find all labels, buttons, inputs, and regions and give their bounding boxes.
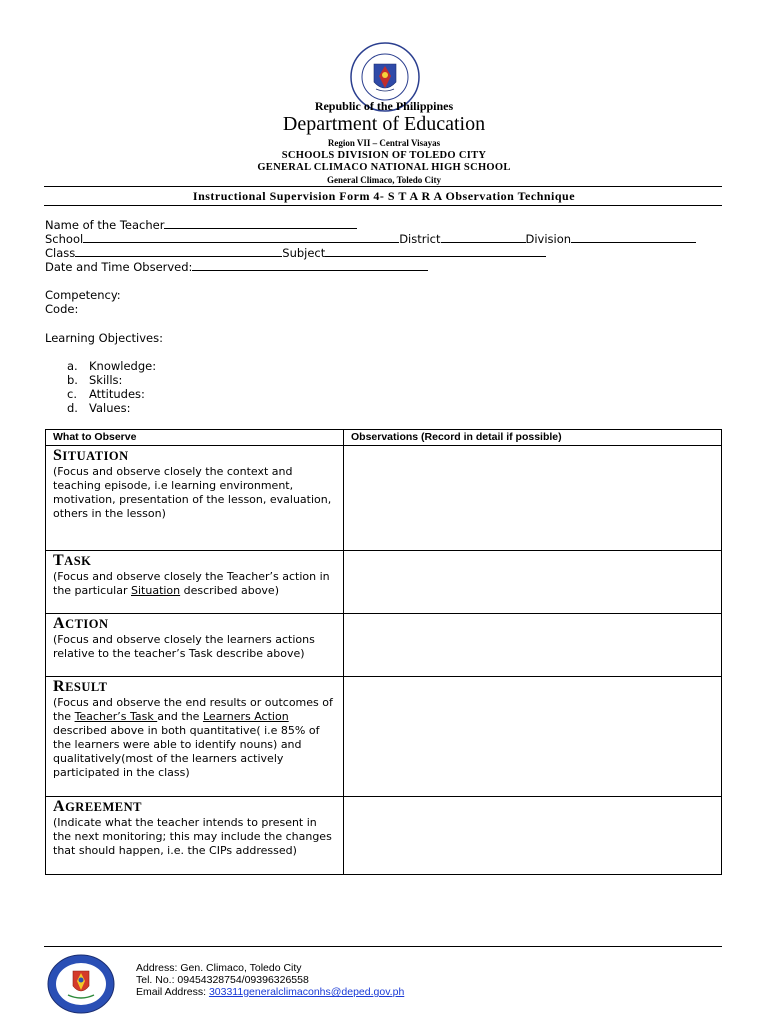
objectives-label: Learning Objectives: [45,331,163,345]
footer-email-row [136,986,404,998]
footer-address: Address: Gen. Climaco, Toledo City [136,962,302,974]
teacher-label: Name of the Teacher [45,218,165,232]
agreement-title: AGREEMENT [53,798,142,815]
table-row-agreement [46,797,722,875]
task-observation-cell[interactable] [344,551,722,614]
teacher-blank[interactable] [164,219,357,229]
class-label: Class [45,246,76,260]
objective-item: a. Knowledge: [67,359,157,373]
table-header-row [46,430,722,446]
header-rule-bottom [44,205,722,206]
footer-contact [136,962,404,998]
situation-cell [46,446,344,551]
agreement-cell [46,797,344,875]
task-cell [46,551,344,614]
class-field-row [45,246,546,260]
footer-email-label: Email Address: [136,986,209,998]
result-cell [46,677,344,797]
action-cell [46,614,344,677]
situation-desc: (Focus and observe closely the context and teaching episode, i.e learning environment, motivation, presentation of the lesson, evaluation, others in the lesson) [53,465,332,520]
action-observation-cell[interactable] [344,614,722,677]
result-desc: (Focus and observe the end results or outcomes of the Teacher’s Task and the Learners Action described above in both quantitative( i.e 85% of the learners were able to identify nouns) and qualitatively(most of the learners actively participated in the class) [53,696,333,779]
header-division: SCHOOLS DIVISION OF TOLEDO CITY [281,150,487,161]
result-observation-cell[interactable] [344,677,722,797]
objective-item: c. Attitudes: [67,387,145,401]
form-title: Instructional Supervision Form 4- S T A R A Observation Technique [192,189,576,203]
header-republic: Republic of the Philippines [314,99,454,113]
date-time-label: Date and Time Observed: [45,260,193,274]
agreement-observation-cell[interactable] [344,797,722,875]
task-title: TASK [53,552,92,569]
table-row-task [46,551,722,614]
division-label: Division [525,232,572,246]
objective-item: d. Values: [67,401,131,415]
header-address: General Climaco, Toledo City [327,175,441,185]
competency-label: Competency: [45,288,121,302]
table-row-action [46,614,722,677]
date-time-field [45,260,428,274]
objective-item: b. Skills: [67,373,123,387]
header-rule-top [44,186,722,187]
situation-observation-cell[interactable] [344,446,722,551]
action-desc: (Focus and observe closely the learners actions relative to the teacher’s Task describe above) [53,633,315,660]
code-label: Code: [45,302,79,316]
table-row-situation [46,446,722,551]
task-desc: (Focus and observe closely the Teacher’s action in the particular Situation described above) [53,570,330,597]
agreement-desc: (Indicate what the teacher intends to present in the next monitoring; this may include the changes that should happen, i.e. the CIPs addressed) [53,816,332,857]
observation-table [45,429,722,875]
school-blank[interactable] [83,233,399,243]
header-region: Region VII – Central Visayas [327,138,441,148]
district-blank[interactable] [441,233,526,243]
objectives-list [67,359,156,415]
table-row-result [46,677,722,797]
footer-email-link[interactable]: 303311generalclimaconhs@deped.gov.ph [208,986,405,998]
district-label: District [399,232,441,246]
date-time-blank[interactable] [192,261,428,271]
teacher-field [45,218,357,232]
col-header-observations: Observations (Record in detail if possible) [344,430,722,446]
col-header-what: What to Observe [46,430,344,446]
situation-title: SITUATION [53,447,129,464]
subject-label: Subject [282,246,326,260]
class-blank[interactable] [75,247,282,257]
result-title: RESULT [53,678,108,695]
footer-rule [44,946,722,947]
header-department: Department of Education [282,113,486,135]
school-logo [46,953,116,1015]
school-field-row [45,232,696,246]
footer-tel: Tel. No.: 09454328754/09396326558 [136,974,309,986]
header-school: GENERAL CLIMACO NATIONAL HIGH SCHOOL [257,162,511,173]
action-title: ACTION [53,615,109,632]
subject-blank[interactable] [325,247,546,257]
school-label: School [45,232,84,246]
division-blank[interactable] [571,233,696,243]
